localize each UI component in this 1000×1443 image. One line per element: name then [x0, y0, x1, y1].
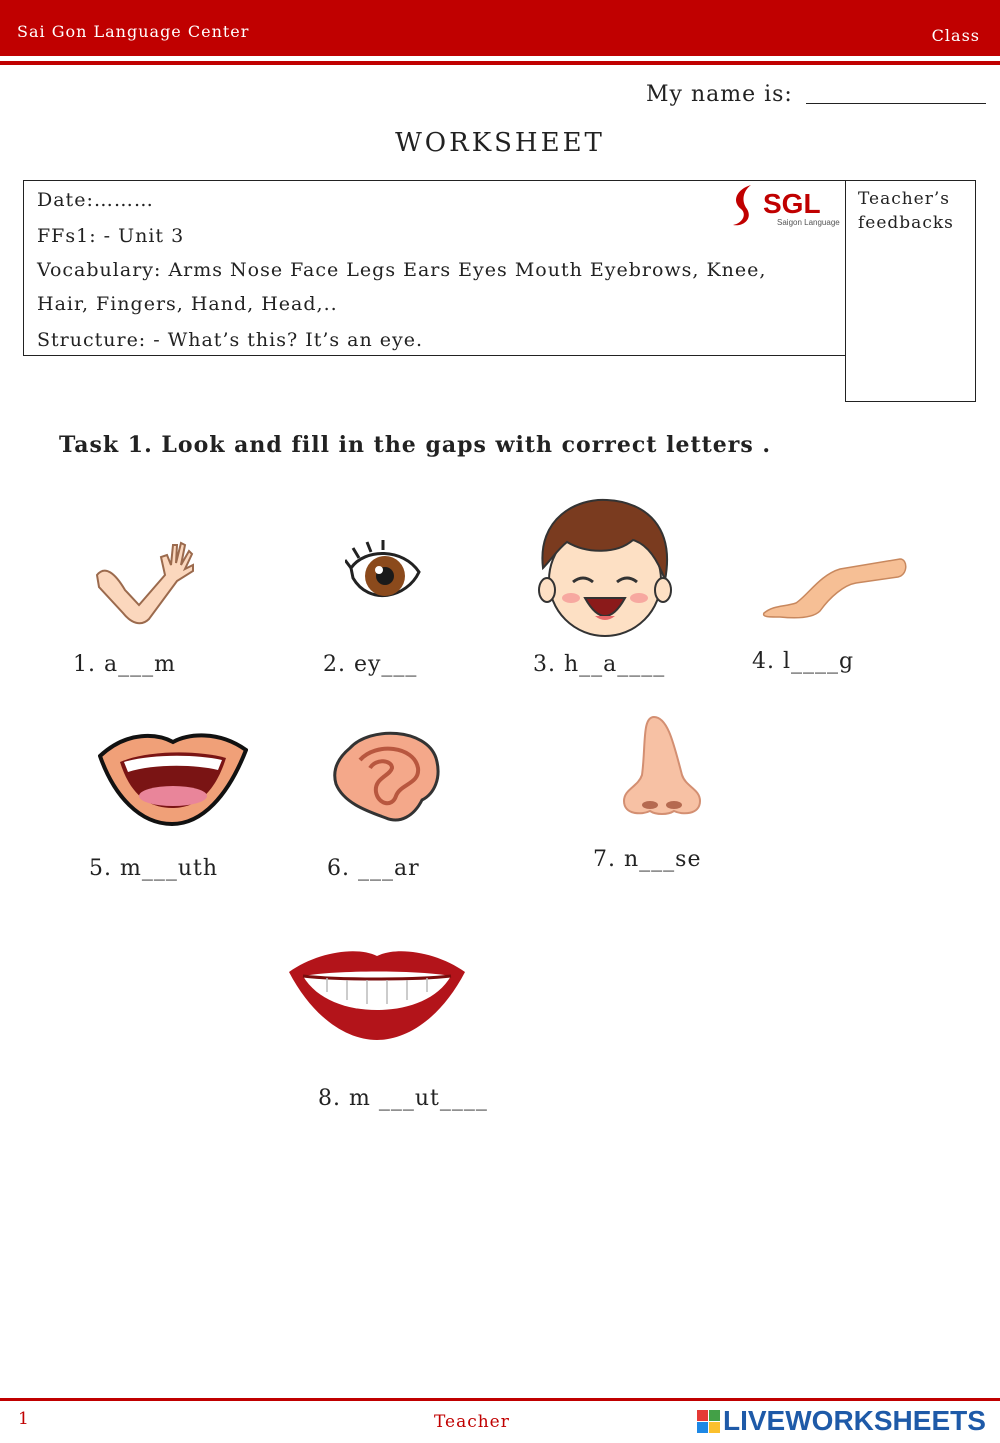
feedback-label-1: Teacher’s	[858, 189, 950, 209]
footer-divider	[0, 1398, 1000, 1401]
unit-line: FFs1: - Unit 3	[37, 225, 185, 247]
page-number: 1	[18, 1409, 29, 1429]
mouth-image	[98, 726, 248, 826]
item-label[interactable]: 2. ey___	[323, 652, 418, 677]
liveworksheets-icon	[697, 1410, 720, 1433]
name-label: My name is:	[646, 82, 793, 107]
head-image	[537, 498, 673, 638]
item-label[interactable]: 4. l____g	[752, 649, 855, 674]
liveworksheets-logo	[697, 1404, 986, 1438]
vocabulary-line: Vocabulary: Arms Nose Face Legs Ears Eyes Mouth Eyebrows, Knee,	[37, 259, 767, 281]
item-label[interactable]: 3. h__a____	[533, 652, 666, 677]
item-label[interactable]: 1. a___m	[73, 652, 176, 677]
nose-image	[620, 715, 704, 819]
item-label[interactable]: 8. m ___ut____	[318, 1086, 488, 1111]
liveworksheets-brand: LIVEWORKSHEETS	[723, 1405, 986, 1436]
item-label[interactable]: 7. n___se	[593, 847, 702, 872]
header-bar	[0, 0, 1000, 56]
header-divider	[0, 61, 1000, 65]
leg-image	[760, 555, 908, 625]
name-blank[interactable]	[806, 103, 986, 104]
task1-title: Task 1. Look and fill in the gaps with correct letters .	[59, 432, 772, 458]
item-label[interactable]: 6. ___ar	[327, 856, 420, 881]
lips-image	[287, 948, 467, 1044]
svg-text:Saigon Language: Saigon Language	[777, 218, 840, 227]
page-title: WORKSHEET	[395, 128, 605, 158]
vocabulary-line-2: Hair, Fingers, Hand, Head,..	[37, 293, 338, 315]
teacher-feedback-box[interactable]	[845, 180, 976, 402]
eye-image	[345, 540, 425, 610]
footer-teacher: Teacher	[434, 1412, 510, 1432]
structure-line: Structure: - What’s this? It’s an eye.	[37, 329, 424, 351]
arm-image	[95, 535, 195, 625]
date-line: Date:………	[37, 189, 154, 211]
svg-text:SGL: SGL	[763, 188, 821, 219]
center-name: Sai Gon Language Center	[17, 22, 250, 41]
item-label[interactable]: 5. m___uth	[89, 856, 219, 881]
ear-image	[330, 728, 442, 824]
sgl-logo	[729, 181, 841, 229]
class-label: Class	[931, 26, 980, 45]
feedback-label-2: feedbacks	[858, 213, 954, 233]
info-box	[23, 180, 846, 356]
